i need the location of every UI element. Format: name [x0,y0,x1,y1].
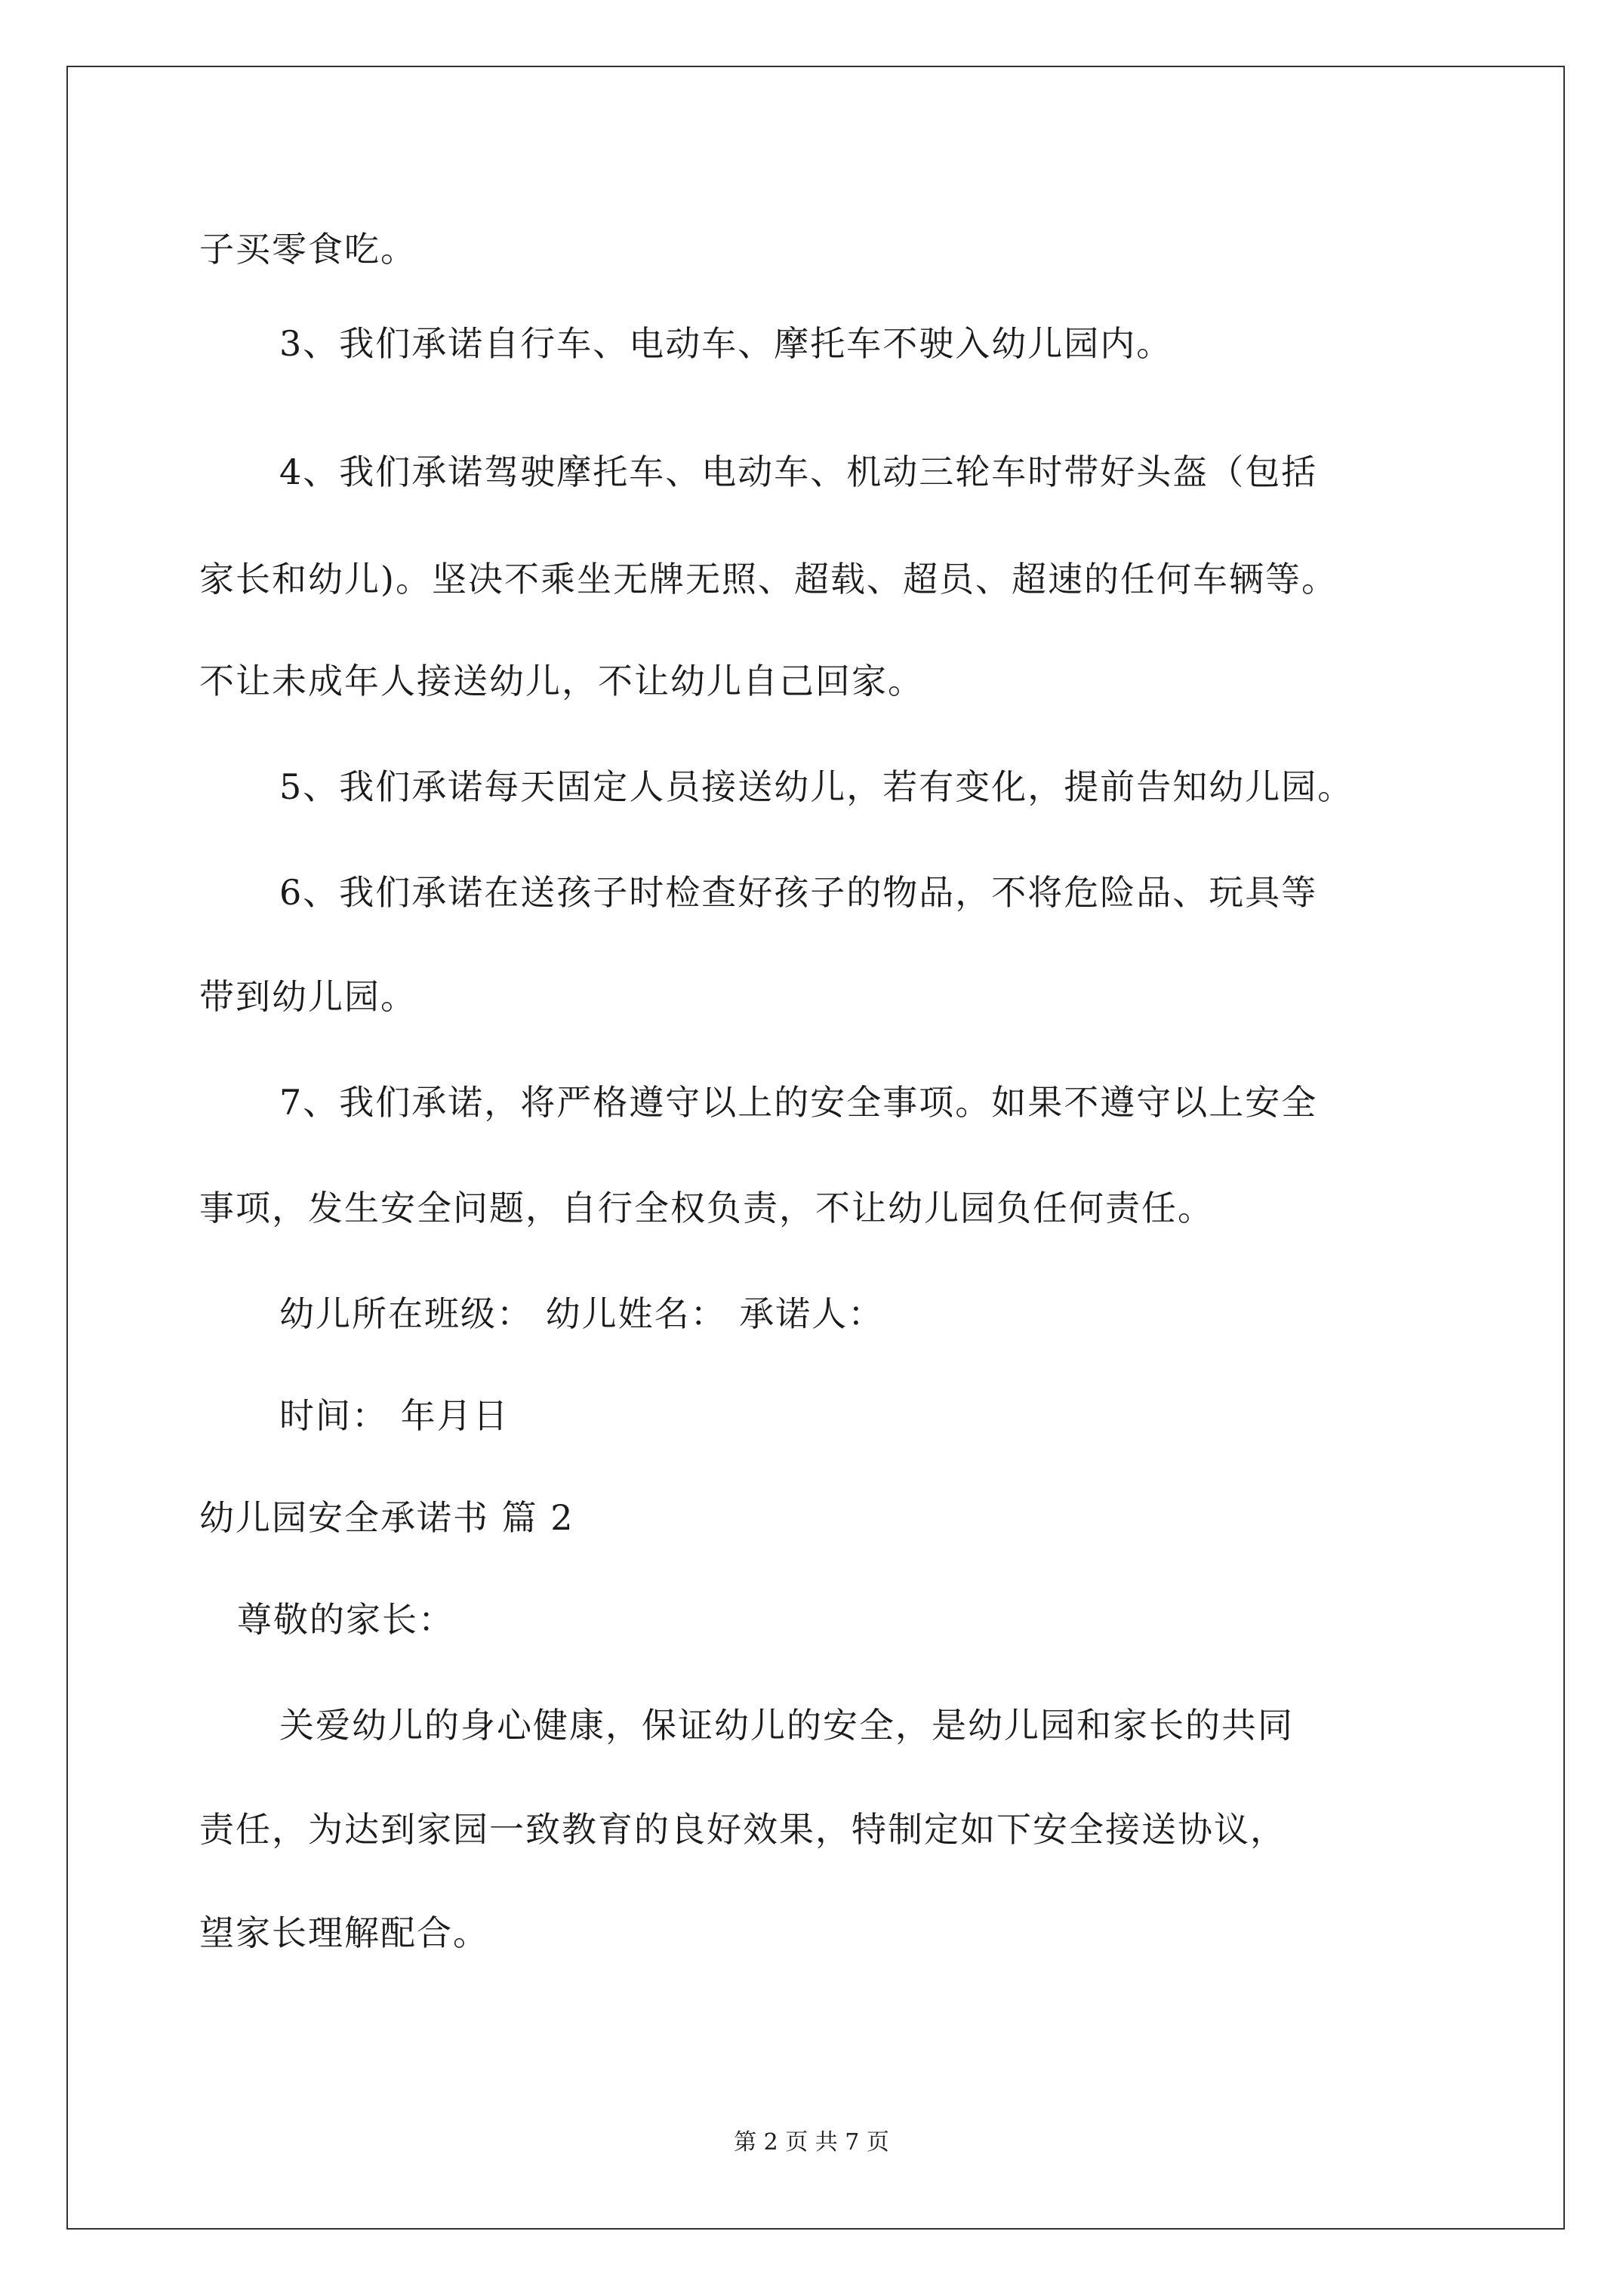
text-line-1: 子买零食吃。 [199,229,417,270]
salutation: 尊敬的家长： [237,1599,454,1640]
text-line-17: 望家长理解配合。 [199,1912,489,1953]
text-line-2: 3、我们承诺自行车、电动车、摩托车不驶入幼儿园内。 [279,323,1173,364]
text-line-7: 6、我们承诺在送孩子时检查好孩子的物品，不将危险品、玩具等 [279,872,1318,913]
page-number-footer: 第 2 页 共 7 页 [734,2129,889,2156]
text-line-6: 5、我们承诺每天固定人员接送幼儿，若有变化，提前告知幼儿园。 [279,766,1354,807]
signature-fields: 幼儿所在班级： 幼儿姓名： 承诺人： [279,1293,885,1334]
text-line-16: 责任，为达到家园一致教育的良好效果，特制定如下安全接送协议， [199,1809,1286,1850]
text-line-4: 家长和幼儿)。坚决不乘坐无牌无照、超载、超员、超速的任何车辆等。 [199,559,1338,599]
date-field: 时间： 年月日 [279,1395,510,1436]
text-line-15: 关爱幼儿的身心健康，保证幼儿的安全，是幼儿园和家长的共同 [279,1705,1294,1746]
text-line-8: 带到幼儿园。 [199,976,417,1017]
text-line-5: 不让未成年人接送幼儿，不让幼儿自己回家。 [199,661,924,701]
text-line-3: 4、我们承诺驾驶摩托车、电动车、机动三轮车时带好头盔（包括 [279,451,1318,492]
text-line-10: 事项，发生安全问题，自行全权负责，不让幼儿园负任何责任。 [199,1188,1214,1228]
page-border [66,66,1565,2230]
section-heading: 幼儿园安全承诺书 篇 2 [199,1497,574,1538]
text-line-9: 7、我们承诺，将严格遵守以上的安全事项。如果不遵守以上安全 [279,1082,1318,1123]
